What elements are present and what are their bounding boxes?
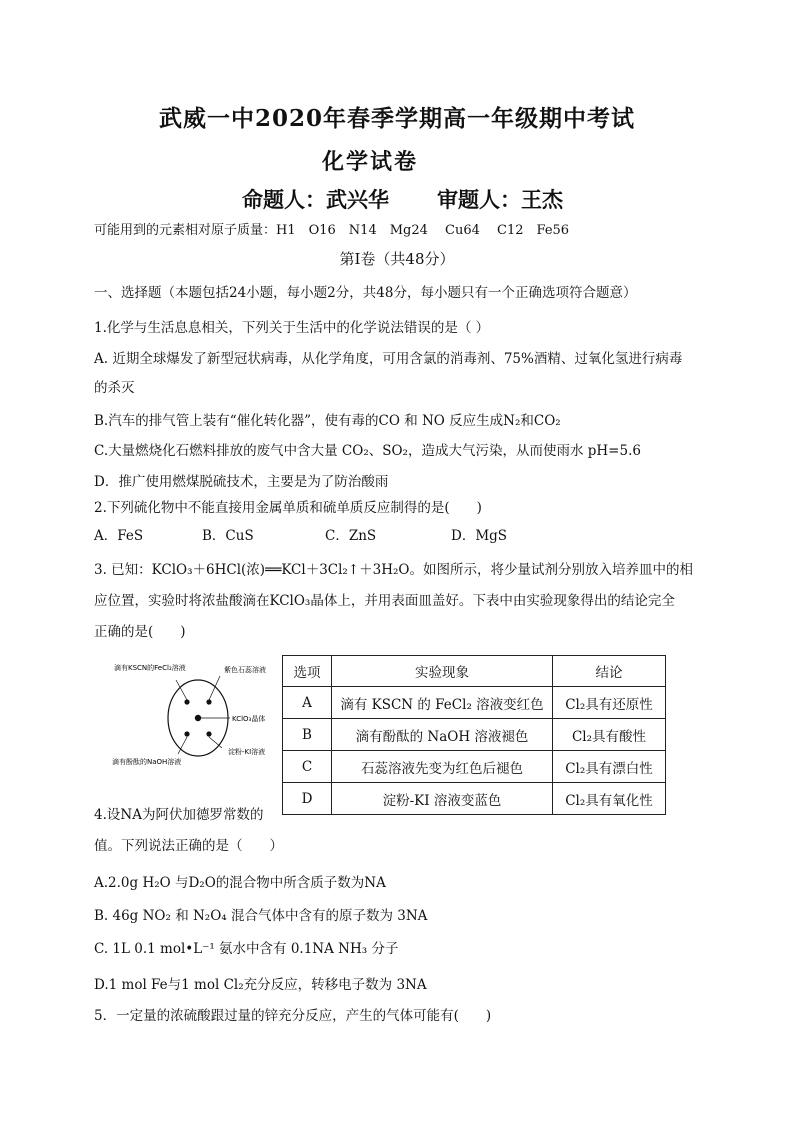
petri-dish-diagram (112, 658, 284, 770)
q1-option-c: C.大量燃烧化石燃料排放的废气中含大量 CO₂、SO₂，造成大气污染，从而使雨水 pH=5.6 (94, 443, 641, 459)
section-title: 第Ⅰ卷（共48分） (339, 250, 455, 268)
row-d-conclusion: Cl₂具有氧化性 (553, 783, 666, 815)
table-row (283, 783, 666, 815)
q2-option-a: A．FeS (94, 528, 144, 544)
table-row (283, 687, 666, 719)
part-one-heading: 一、选择题（本题包括24小题，每小题2分，共48分，每小题只有一个正确选项符合题意） (94, 285, 637, 301)
authors-line (242, 184, 563, 214)
q4-option-a: A.2.0g H₂O 与D₂O的混合物中所含质子数为NA (94, 875, 386, 891)
leader-top-right (209, 676, 220, 700)
q4-option-c: C. 1L 0.1 mol•L⁻¹ 氨水中含有 0.1NA NH₃ 分子 (94, 941, 399, 957)
header-option: 选项 (283, 656, 332, 687)
q3-line1: 3. 已知：KClO₃＋6HCl(浓)══KCl＋3Cl₂↑＋3H₂O。如图所示，将少量试剂分别放入培养皿中的相 (94, 562, 693, 578)
table-header-row (283, 656, 666, 687)
q3-line3: 正确的是( ) (94, 624, 186, 640)
row-c-conclusion: Cl₂具有漂白性 (553, 751, 666, 783)
row-c-option: C (283, 751, 332, 783)
q3-line2: 应位置，实验时将浓盐酸滴在KClO₃晶体上，并用表面皿盖好。下表中由实验现象得出的结论完全 (94, 593, 675, 609)
reviewer-label: 审题人： (437, 187, 521, 212)
row-a-phenomenon: 滴有 KSCN 的 FeCl₂ 溶液变红色 (332, 687, 553, 719)
table-row (283, 751, 666, 783)
label-kscn: 滴有KSCN的FeCl₂溶液 (114, 664, 186, 672)
row-d-phenomenon: 淀粉-KI 溶液变蓝色 (332, 783, 553, 815)
setter-name: 武兴华 (326, 187, 389, 212)
exam-subtitle: 化学试卷 (322, 149, 419, 175)
q2-option-b: B．CuS (202, 528, 254, 544)
label-starch-ki: 淀粉-KI溶液 (228, 748, 266, 756)
header-phenomenon: 实验现象 (332, 656, 553, 687)
row-d-option: D (283, 783, 332, 815)
q4-stem-line1: 4.设NA为阿伏加德罗常数的 (94, 807, 264, 823)
row-b-phenomenon: 滴有酚酞的 NaOH 溶液褪色 (332, 719, 553, 751)
setter-label: 命题人： (242, 187, 326, 212)
atomic-masses: 可能用到的元素相对原子质量：H1 O16 N14 Mg24 Cu64 C12 Fe56 (94, 223, 570, 238)
header-conclusion: 结论 (553, 656, 666, 687)
dot-bottom-right (206, 731, 211, 736)
table-row (283, 719, 666, 751)
row-b-option: B (283, 719, 332, 751)
experiment-table (282, 655, 666, 815)
row-a-conclusion: Cl₂具有还原性 (553, 687, 666, 719)
dot-top-right (206, 699, 211, 704)
label-litmus: 紫色石蕊溶液 (224, 666, 266, 674)
exam-title: 武威一中2020年春季学期高一年级期中考试 (158, 105, 635, 132)
q1-option-d: D．推广使用燃煤脱硫技术，主要是为了防治酸雨 (94, 474, 389, 490)
q2-option-c: C．ZnS (325, 528, 377, 544)
row-a-option: A (283, 687, 332, 719)
q2-option-d: D．MgS (451, 528, 508, 544)
leader-bottom-right (209, 737, 222, 748)
leader-bottom-left (178, 737, 187, 754)
q1-option-b: B.汽车的排气管上装有“催化转化器”，使有毒的CO 和 NO 反应生成N₂和CO₂ (94, 413, 561, 429)
label-kclo3: KClO₃晶体 (232, 715, 266, 723)
q5-stem: 5．一定量的浓硫酸跟过量的锌充分反应，产生的气体可能有( ) (94, 1008, 492, 1024)
row-c-phenomenon: 石蕊溶液先变为红色后褪色 (332, 751, 553, 783)
q4-option-b: B. 46g NO₂ 和 N₂O₄ 混合气体中含有的原子数为 3NA (94, 908, 428, 924)
q4-stem-line2: 值。下列说法正确的是（ ） (94, 838, 283, 854)
q1-stem: 1.化学与生活息息相关，下列关于生活中的化学说法错误的是（ ） (94, 320, 490, 336)
row-b-conclusion: Cl₂具有酸性 (553, 719, 666, 751)
dot-bottom-left (184, 731, 189, 736)
q4-option-d: D.1 mol Fe与1 mol Cl₂充分反应，转移电子数为 3NA (94, 977, 427, 993)
q1-option-a-line1: A. 近期全球爆发了新型冠状病毒，从化学角度，可用含氯的消毒剂、75%酒精、过氧化氢进行病毒 (94, 351, 683, 367)
q1-option-a-line2: 的杀灭 (94, 380, 135, 396)
q2-stem: 2.下列硫化物中不能直接用金属单质和硫单质反应制得的是( ) (94, 500, 482, 516)
label-naoh: 滴有酚酞的NaOH溶液 (112, 758, 182, 766)
dot-top-left (184, 699, 189, 704)
reviewer-name: 王杰 (521, 187, 563, 212)
center-crystal-dot (195, 715, 201, 721)
